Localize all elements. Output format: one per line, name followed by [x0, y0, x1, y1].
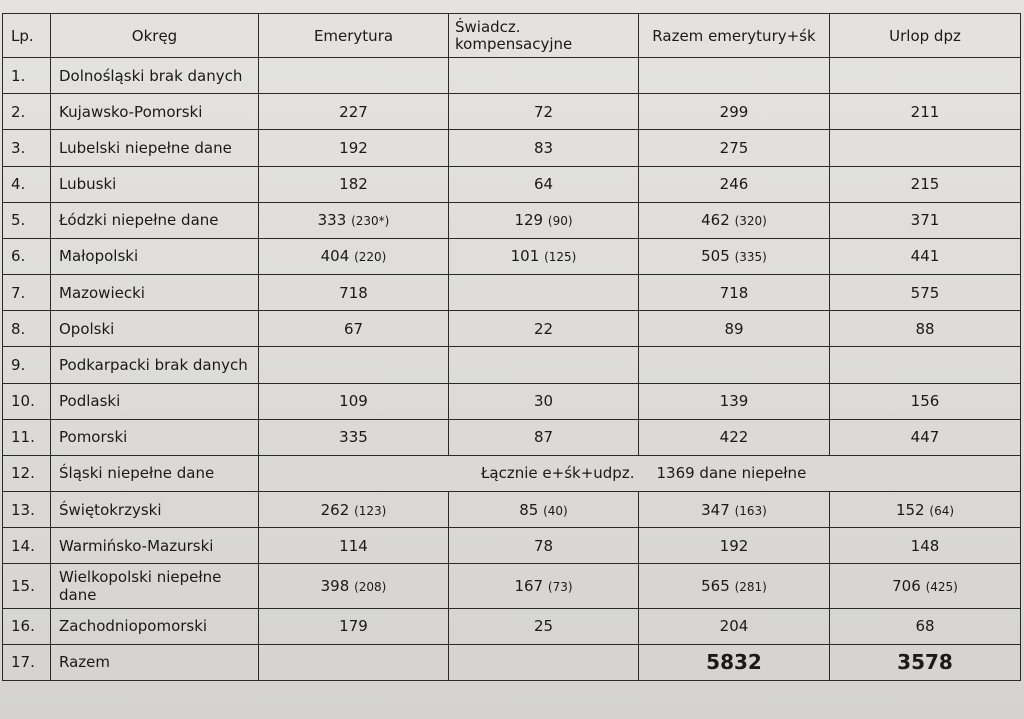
cell-okreg: Zachodniopomorski: [51, 608, 259, 644]
value: 78: [533, 536, 554, 555]
value: 22: [533, 319, 554, 338]
value: 89: [724, 319, 744, 338]
table-row: [3, 347, 1021, 383]
table-row: [3, 238, 1021, 274]
cell-okreg: Lubuski: [51, 166, 259, 202]
value: 404: [320, 247, 350, 266]
header-swiadczenia-line1: Świadcz.: [455, 17, 521, 36]
value-sub: (123): [354, 503, 387, 518]
header-urlop: Urlop dpz: [830, 14, 1021, 58]
value: 299: [719, 102, 749, 121]
total-row: [3, 644, 1021, 680]
value: 371: [910, 211, 940, 230]
value: 129: [514, 211, 544, 230]
cell-razem: [639, 528, 830, 564]
cell-razem-total: [639, 644, 830, 680]
cell-emerytura: [259, 275, 449, 311]
header-okreg: Okręg: [51, 14, 259, 58]
cell-okreg: Małopolski: [51, 238, 259, 274]
value-sub: (40): [543, 503, 568, 518]
cell-lp: 15.: [3, 564, 51, 608]
cell-lp: 9.: [3, 347, 51, 383]
value: 565: [701, 577, 730, 595]
cell-lp: 4.: [3, 166, 51, 202]
cell-razem: [639, 94, 830, 130]
value: 718: [339, 283, 368, 302]
cell-razem: [639, 166, 830, 202]
merged-total-label: Łącznie e+śk+udpz.: [481, 464, 635, 483]
cell-emerytura: [259, 419, 449, 455]
table-row: [3, 564, 1021, 608]
value: 333: [317, 211, 347, 230]
value-sub: (335): [734, 250, 767, 265]
cell-okreg: Mazowiecki: [51, 275, 259, 311]
cell-urlop: [830, 58, 1021, 94]
cell-urlop: [830, 608, 1021, 644]
cell-lp: 8.: [3, 311, 51, 347]
value: 25: [533, 617, 554, 636]
merged-total-note: 1369 dane niepełne: [656, 464, 807, 483]
value-sub: (320): [734, 214, 767, 229]
cell-swiadczenia: [449, 130, 639, 166]
total-razem-value: 5832: [706, 650, 762, 675]
cell-razem: [639, 311, 830, 347]
value: 101: [510, 247, 540, 266]
value: 211: [910, 102, 940, 121]
cell-emerytura: [259, 130, 449, 166]
table-row: [3, 130, 1021, 166]
cell-swiadczenia: [449, 419, 639, 455]
value-sub: (208): [354, 580, 387, 594]
value: 114: [339, 536, 368, 555]
value: 179: [339, 617, 368, 636]
value: 156: [910, 392, 940, 411]
value: 347: [701, 500, 730, 519]
cell-urlop: [830, 94, 1021, 130]
cell-okreg: Kujawsko-Pomorski: [51, 94, 259, 130]
cell-razem: [639, 58, 830, 94]
cell-razem: [639, 275, 830, 311]
cell-razem: [639, 202, 830, 238]
value: 227: [339, 102, 368, 121]
value: 139: [719, 392, 749, 411]
cell-emerytura: [259, 528, 449, 564]
cell-okreg: Śląski niepełne dane: [51, 455, 259, 491]
table-row: [3, 58, 1021, 94]
cell-urlop: [830, 275, 1021, 311]
cell-okreg: Lubelski niepełne dane: [51, 130, 259, 166]
cell-swiadczenia: [449, 238, 639, 274]
cell-lp: 16.: [3, 608, 51, 644]
cell-emerytura: [259, 202, 449, 238]
cell-swiadczenia: [449, 608, 639, 644]
value: 246: [719, 175, 749, 194]
value-sub: (425): [925, 580, 958, 594]
value: 441: [910, 247, 940, 266]
value-sub: (230*): [351, 214, 390, 229]
cell-okreg: Świętokrzyski: [51, 492, 259, 528]
table-row: [3, 492, 1021, 528]
cell-emerytura: [259, 94, 449, 130]
cell-swiadczenia: [449, 275, 639, 311]
value: 85: [519, 500, 539, 519]
okreg-line2: dane: [59, 586, 97, 604]
value: 575: [910, 283, 940, 302]
cell-lp: 1.: [3, 58, 51, 94]
cell-okreg: Łódzki niepełne dane: [51, 202, 259, 238]
cell-lp: 10.: [3, 383, 51, 419]
table-row: [3, 455, 1021, 491]
total-urlop-value: 3578: [897, 650, 953, 675]
table-row: [3, 383, 1021, 419]
value: 67: [343, 319, 364, 338]
table-row: [3, 419, 1021, 455]
table-row: [3, 166, 1021, 202]
cell-urlop-total: [830, 644, 1021, 680]
value-sub: (220): [354, 250, 387, 265]
cell-emerytura: [259, 492, 449, 528]
cell-emerytura: [259, 311, 449, 347]
value: 215: [910, 175, 940, 194]
cell-swiadczenia: [449, 202, 639, 238]
header-lp: Lp.: [3, 14, 51, 58]
table-row: [3, 311, 1021, 347]
header-razem: Razem emerytury+śk: [639, 14, 830, 58]
cell-okreg: Podkarpacki brak danych: [51, 347, 259, 383]
cell-swiadczenia: [449, 492, 639, 528]
table-row: [3, 94, 1021, 130]
value: 275: [719, 138, 749, 157]
table-row: [3, 608, 1021, 644]
value: 335: [339, 428, 368, 447]
value: 88: [915, 319, 935, 338]
cell-urlop: [830, 419, 1021, 455]
value: 167: [514, 577, 544, 595]
cell-emerytura: [259, 644, 449, 680]
cell-swiadczenia: [449, 644, 639, 680]
cell-lp: 3.: [3, 130, 51, 166]
cell-urlop: [830, 528, 1021, 564]
cell-okreg: Podlaski: [51, 383, 259, 419]
cell-lp: 7.: [3, 275, 51, 311]
cell-emerytura: [259, 166, 449, 202]
value: 422: [719, 428, 749, 447]
cell-urlop: [830, 347, 1021, 383]
cell-lp: 12.: [3, 455, 51, 491]
cell-emerytura: [259, 238, 449, 274]
cell-razem: [639, 608, 830, 644]
cell-okreg: Opolski: [51, 311, 259, 347]
value: 398: [320, 577, 350, 595]
cell-emerytura: [259, 347, 449, 383]
value: 64: [533, 175, 554, 194]
cell-razem: [639, 238, 830, 274]
cell-swiadczenia: [449, 311, 639, 347]
cell-lp: 14.: [3, 528, 51, 564]
cell-swiadczenia: [449, 58, 639, 94]
value: 87: [533, 428, 554, 447]
cell-razem: [639, 347, 830, 383]
value-sub: (64): [929, 503, 955, 518]
value: 30: [533, 392, 554, 411]
cell-lp: 5.: [3, 202, 51, 238]
cell-okreg: Dolnośląski brak danych: [51, 58, 259, 94]
header-emerytura: Emerytura: [259, 14, 449, 58]
cell-lp: 6.: [3, 238, 51, 274]
cell-lp: 13.: [3, 492, 51, 528]
cell-lp: 11.: [3, 419, 51, 455]
cell-razem: [639, 564, 830, 608]
merged-total-cell: [259, 455, 1021, 491]
cell-swiadczenia: [449, 166, 639, 202]
cell-urlop: [830, 383, 1021, 419]
cell-urlop: [830, 311, 1021, 347]
cell-urlop: [830, 202, 1021, 238]
cell-swiadczenia: [449, 528, 639, 564]
cell-urlop: [830, 130, 1021, 166]
value: 447: [910, 428, 940, 447]
cell-emerytura: [259, 58, 449, 94]
okreg-line1: Wielkopolski niepełne: [59, 568, 222, 586]
table-row: [3, 528, 1021, 564]
cell-lp: 2.: [3, 94, 51, 130]
value: 109: [339, 392, 368, 411]
value: 182: [339, 175, 368, 194]
value: 83: [533, 138, 554, 157]
cell-okreg: Razem: [51, 644, 259, 680]
value: 72: [533, 102, 554, 121]
cell-urlop: [830, 238, 1021, 274]
cell-emerytura: [259, 564, 449, 608]
cell-urlop: [830, 166, 1021, 202]
cell-lp: 17.: [3, 644, 51, 680]
cell-razem: [639, 492, 830, 528]
value: 192: [719, 536, 749, 555]
value: 505: [701, 247, 730, 266]
value: 68: [915, 617, 935, 636]
value: 204: [719, 617, 749, 636]
cell-swiadczenia: [449, 383, 639, 419]
value: 718: [719, 283, 749, 302]
cell-swiadczenia: [449, 347, 639, 383]
cell-okreg: Warmińsko-Mazurski: [51, 528, 259, 564]
value: 148: [910, 536, 940, 555]
value: 706: [892, 577, 921, 595]
value-sub: (73): [547, 580, 573, 594]
cell-razem: [639, 419, 830, 455]
cell-razem: [639, 383, 830, 419]
value-sub: (281): [734, 580, 767, 594]
cell-swiadczenia: [449, 94, 639, 130]
cell-urlop: [830, 564, 1021, 608]
value: 262: [320, 500, 350, 519]
table-row: [3, 275, 1021, 311]
cell-swiadczenia: [449, 564, 639, 608]
value: 462: [701, 211, 730, 230]
cell-okreg: Pomorski: [51, 419, 259, 455]
cell-razem: [639, 130, 830, 166]
cell-emerytura: [259, 383, 449, 419]
header-row: [3, 14, 1021, 58]
table-row: [3, 202, 1021, 238]
header-swiadczenia: [449, 14, 639, 58]
pension-table: [2, 13, 1021, 681]
cell-emerytura: [259, 608, 449, 644]
cell-okreg: [51, 564, 259, 608]
value-sub: (90): [547, 214, 573, 229]
cell-urlop: [830, 492, 1021, 528]
value: 152: [895, 500, 925, 519]
header-swiadczenia-line2: kompensacyjne: [455, 34, 573, 53]
value-sub: (125): [544, 250, 577, 265]
value: 192: [339, 138, 368, 157]
value-sub: (163): [734, 503, 767, 518]
